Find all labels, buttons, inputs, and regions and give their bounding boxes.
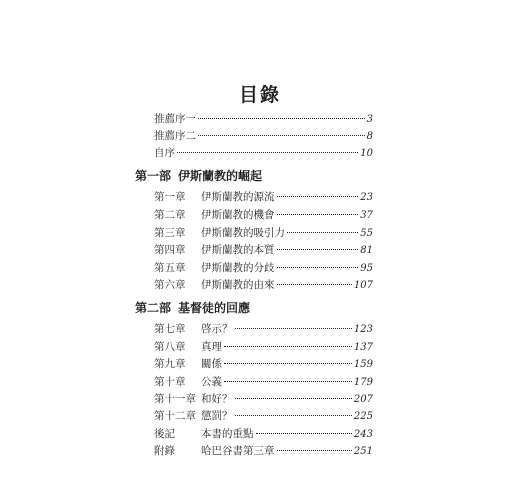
toc-entry-title: 推薦序二 <box>154 130 196 142</box>
toc-chapter-item[interactable] <box>154 356 373 372</box>
toc-chapter-item[interactable] <box>154 374 373 390</box>
toc-entry-title: 真理 <box>201 341 222 353</box>
toc-entry-title: 伊斯蘭教的分歧 <box>201 262 275 274</box>
toc-entry-title: 公義 <box>201 376 222 388</box>
toc-chapter-item[interactable] <box>154 391 373 407</box>
toc-chapter-item[interactable] <box>154 426 373 442</box>
toc-page-number: 243 <box>353 429 373 440</box>
toc-page-number: 179 <box>353 377 373 388</box>
toc-entry-title: 伊斯蘭教的吸引力 <box>201 227 285 239</box>
dot-leader <box>256 433 352 434</box>
toc-entry-title: 關係 <box>201 358 222 370</box>
toc-page-number: 3 <box>366 114 373 125</box>
toc-page-number: 81 <box>360 245 373 256</box>
part-title: 基督徒的回應 <box>178 301 251 315</box>
chapter-label: 第一章 <box>154 191 186 203</box>
toc-chapter-item[interactable] <box>154 207 373 223</box>
toc-entry-title: 推薦序一 <box>154 113 196 125</box>
toc-entry-title: 伊斯蘭教的機會 <box>201 209 275 221</box>
part-heading <box>135 299 250 317</box>
toc-page-number: 207 <box>353 394 373 405</box>
toc-entry-title: 懲罰？ <box>201 410 233 422</box>
dot-leader <box>224 363 352 364</box>
toc-entry-title: 自序 <box>154 147 175 159</box>
toc-entry-title: 本書的重點 <box>201 428 254 440</box>
chapter-label: 第八章 <box>154 341 186 353</box>
toc-page-number: 137 <box>353 342 373 353</box>
dot-leader <box>277 284 352 285</box>
chapter-label: 附錄 <box>154 445 175 457</box>
toc-chapter-item[interactable] <box>154 189 373 205</box>
toc-page-number: 107 <box>353 280 373 291</box>
toc-entry-title: 啓示？ <box>201 323 233 335</box>
toc-page-number: 95 <box>360 263 373 274</box>
dot-leader <box>277 214 359 215</box>
chapter-label: 第九章 <box>154 358 186 370</box>
chapter-label: 後記 <box>154 428 175 440</box>
dot-leader <box>177 152 358 153</box>
part-heading <box>135 167 262 185</box>
toc-entry-title: 伊斯蘭教的由來 <box>201 279 275 291</box>
chapter-label: 第七章 <box>154 323 186 335</box>
dot-leader <box>198 135 365 136</box>
chapter-label: 第十二章 <box>154 410 196 422</box>
toc-chapter-item[interactable] <box>154 321 373 337</box>
dot-leader <box>277 196 359 197</box>
toc-page-number: 225 <box>353 411 373 422</box>
part-label: 第一部 <box>135 169 172 183</box>
toc-page-number: 10 <box>360 148 373 159</box>
dot-leader <box>224 381 352 382</box>
toc-front-item[interactable] <box>154 111 373 127</box>
dot-leader <box>277 450 352 451</box>
toc-page-number: 159 <box>353 359 373 370</box>
toc-chapter-item[interactable] <box>154 408 373 424</box>
chapter-label: 第三章 <box>154 227 186 239</box>
toc-entry-title: 伊斯蘭教的本質 <box>201 244 275 256</box>
toc-page-number: 8 <box>366 131 373 142</box>
dot-leader <box>224 346 352 347</box>
chapter-label: 第十一章 <box>154 393 196 405</box>
dot-leader <box>235 328 352 329</box>
toc-chapter-item[interactable] <box>154 443 373 459</box>
toc-entry-title: 哈巴谷書第三章 <box>201 445 275 457</box>
dot-leader <box>287 232 358 233</box>
chapter-label: 第四章 <box>154 244 186 256</box>
toc-page-number: 37 <box>360 210 373 221</box>
toc-page-number: 55 <box>360 228 373 239</box>
toc-page-number: 251 <box>353 446 373 457</box>
dot-leader <box>198 118 365 119</box>
dot-leader <box>235 415 352 416</box>
page-title: 目錄 <box>238 84 281 106</box>
chapter-label: 第六章 <box>154 279 186 291</box>
dot-leader <box>277 249 359 250</box>
toc-chapter-item[interactable] <box>154 260 373 276</box>
toc-page-number: 123 <box>353 324 373 335</box>
chapter-label: 第十章 <box>154 376 186 388</box>
toc-page-number: 23 <box>360 192 373 203</box>
toc-front-item[interactable] <box>154 128 373 144</box>
toc-chapter-item[interactable] <box>154 225 373 241</box>
part-label: 第二部 <box>135 301 172 315</box>
dot-leader <box>235 398 352 399</box>
chapter-label: 第二章 <box>154 209 186 221</box>
toc-front-item[interactable] <box>154 145 373 161</box>
dot-leader <box>277 267 359 268</box>
toc-entry-title: 和好？ <box>201 393 233 405</box>
toc-entry-title: 伊斯蘭教的源流 <box>201 191 275 203</box>
toc-chapter-item[interactable] <box>154 242 373 258</box>
chapter-label: 第五章 <box>154 262 186 274</box>
toc-chapter-item[interactable] <box>154 339 373 355</box>
part-title: 伊斯蘭教的崛起 <box>178 169 263 183</box>
toc-chapter-item[interactable] <box>154 277 373 293</box>
